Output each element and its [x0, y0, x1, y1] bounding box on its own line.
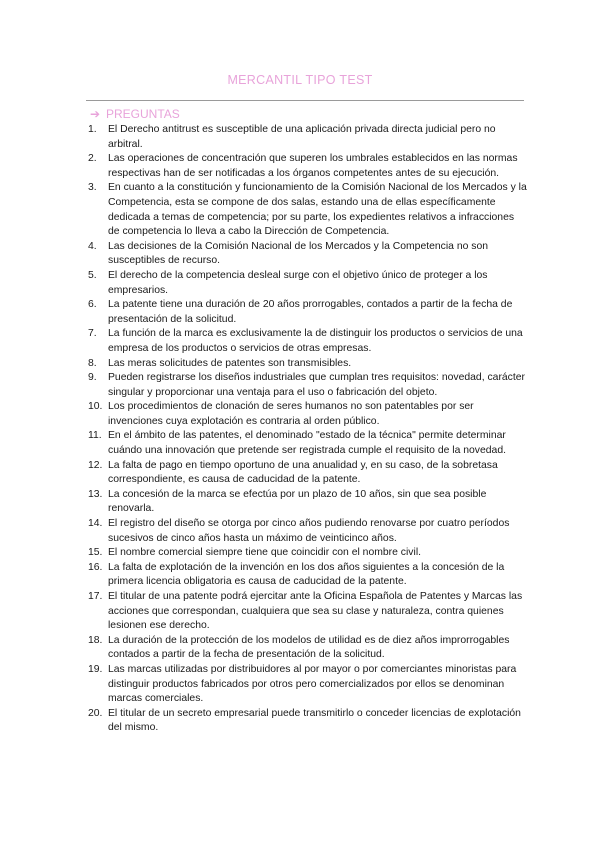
question-number: 1.: [88, 124, 97, 135]
question-text: La concesión de la marca se efectúa por un plazo de 10 años, sin que sea posible renovarla.: [108, 488, 487, 515]
question-number: 14.: [88, 518, 103, 530]
question-text: La duración de la protección de los modelos de utilidad es de diez años improrrogables contados a partir de la fecha de presentación de la solicitud.: [108, 634, 510, 661]
question-number: 15.: [88, 547, 103, 559]
question-number: 8.: [88, 357, 97, 369]
question-item: [88, 517, 528, 546]
question-number: 12.: [88, 459, 103, 471]
question-number: 20.: [88, 707, 103, 719]
question-text: Las operaciones de concentración que superen los umbrales establecidos en las normas respectivas han de ser notificadas a los órganos competentes antes de su ejecución.: [108, 153, 518, 179]
question-text: El nombre comercial siempre tiene que coincidir con el nombre civil.: [108, 547, 422, 559]
question-number: 18.: [88, 634, 103, 646]
question-number: 17.: [88, 591, 103, 602]
question-text: El titular de un secreto empresarial puede transmitirlo o conceder licencias de explotación del mismo.: [108, 707, 521, 734]
question-number: 11.: [88, 430, 102, 442]
question-item: [88, 357, 528, 372]
question-item: [88, 590, 528, 634]
question-number: 5.: [88, 269, 97, 281]
question-item: [88, 240, 528, 269]
question-item: [88, 327, 528, 356]
question-text: Pueden registrarse los diseños industriales que cumplan tres requisitos: novedad, carácter singular y proporcionar una ventaja para el uso o fabricación del objeto.: [108, 372, 526, 398]
section-heading: [90, 107, 180, 122]
question-item: [88, 269, 528, 298]
question-item: [88, 429, 528, 458]
page-title: MERCANTIL TIPO TEST: [227, 73, 373, 87]
question-text: Los procedimientos de clonación de seres humanos no son patentables por ser invenciones cuya explotación es contraria al orden público.: [108, 401, 474, 427]
question-number: 16.: [88, 561, 103, 573]
question-text: La falta de explotación de la invención en los dos años siguientes a la concesión de la primera licencia obligatoria es causa de caducidad de la patente.: [108, 561, 505, 588]
title-divider: [86, 100, 524, 101]
question-text: Las meras solicitudes de patentes son transmisibles.: [108, 357, 352, 369]
question-item: [88, 123, 528, 152]
question-text: La falta de pago en tiempo oportuno de una anualidad y, en su caso, de la sobretasa correspondiente, es causa de caducidad de la patente.: [108, 459, 498, 486]
question-item: [88, 561, 528, 590]
question-text: El titular de una patente podrá ejercitar ante la Oficina Española de Patentes y Marcas las acciones que correspondan, cualquiera que sea su clase y naturaleza, contra quienes lesionen ese derecho.: [108, 591, 523, 632]
question-item: [88, 400, 528, 429]
question-text: La patente tiene una duración de 20 años prorrogables, contados a partir de la fecha de presentación de la solicitud.: [108, 299, 513, 325]
question-number: 2.: [88, 153, 97, 165]
question-number: 3.: [88, 182, 97, 194]
question-number: 10.: [88, 401, 103, 413]
question-item: [88, 152, 528, 181]
question-item: [88, 663, 528, 707]
arrow-right-icon: ➔: [90, 107, 101, 121]
question-item: [88, 459, 528, 488]
question-item: [88, 707, 528, 736]
question-text: El registro del diseño se otorga por cinco años pudiendo renovarse por cuatro períodos sucesivos de cinco años hasta un máximo de veinticinco años.: [108, 518, 510, 544]
question-item: [88, 546, 528, 561]
question-number: 19.: [88, 663, 103, 675]
question-text: El Derecho antitrust es susceptible de una aplicación privada directa judicial pero no arbitral.: [108, 124, 496, 150]
question-text: En cuanto a la constitución y funcionamiento de la Comisión Nacional de los Mercados y la Competencia, esta se compone de dos salas, estando una de ellas específicamente dedicada a temas de competencia; por su parte, los expedientes relativos a infracciones de competencia lo lleva a cabo la Dirección de Competencia.: [108, 182, 527, 238]
question-item: [88, 634, 528, 663]
question-text: El derecho de la competencia desleal surge con el objetivo único de proteger a los empresarios.: [108, 269, 488, 296]
question-list: [88, 123, 528, 736]
question-text: En el ámbito de las patentes, el denominado "estado de la técnica" permite determinar cuándo una innovación que pretende ser registrada cumple el requisito de la novedad.: [108, 430, 507, 457]
question-item: [88, 371, 528, 400]
question-item: [88, 488, 528, 517]
question-number: 4.: [88, 240, 97, 252]
section-label: PREGUNTAS: [106, 107, 180, 121]
question-text: La función de la marca es exclusivamente la de distinguir los productos o servicios de una empresa de los productos o servicios de otras empresas.: [108, 328, 523, 354]
question-text: Las marcas utilizadas por distribuidores al por mayor o por comerciantes minoristas para distinguir productos fabricados por otros pero comercializados por ellos se denominan marcas comerciales.: [108, 663, 517, 705]
question-item: [88, 181, 528, 239]
question-number: 6.: [88, 299, 97, 311]
question-number: 7.: [88, 328, 97, 340]
question-number: 9.: [88, 372, 97, 384]
question-text: Las decisiones de la Comisión Nacional de los Mercados y la Competencia no son susceptibles de recurso.: [108, 240, 489, 267]
question-number: 13.: [88, 488, 103, 500]
question-item: [88, 298, 528, 327]
